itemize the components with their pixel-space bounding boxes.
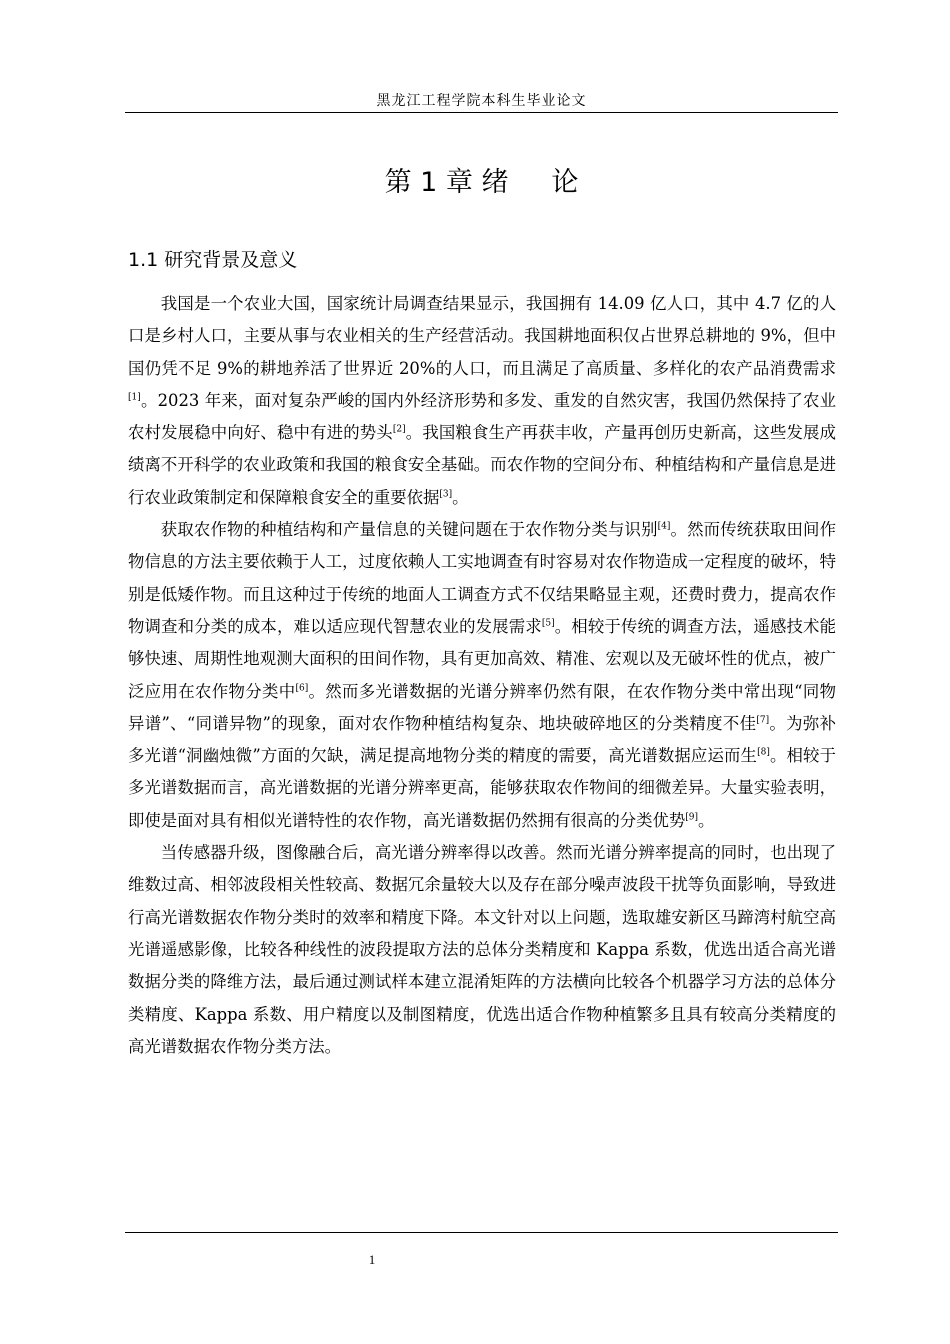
paragraph-2 — [128, 514, 836, 837]
citation: [6] — [295, 683, 309, 694]
citation: [7] — [756, 715, 770, 726]
body-text — [128, 288, 836, 1063]
text-segment: 。然而传统获取田间作物信息的方法主要依赖于人工，过度依赖人工实地调查有时容易对农作物造成一定程度的破坏，特别是低矮作物。而且这种过于传统的地面人工调查方式不仅结果略显主观，还费时费力，提高农作物调查和分类的成本，难以适应现代智慧农业的发展需求 — [128, 520, 837, 636]
text-segment: 我国是一个农业大国，国家统计局调查结果显示，我国拥有 14.09 亿人口，其中 4.7 亿的人口是乡村人口，主要从事与农业相关的生产经营活动。我国耕地面积仅占世界总耕地的 9%，但中国仍凭不足 9%的耕地养活了世界近 20%的人口，而且满足了高质量、多样化的农产品消费需求 — [128, 294, 836, 378]
citation: [5] — [541, 618, 555, 629]
text-segment: 。相较于传统的调查方法，遥感技术能够快速、周期性地观测大面积的田间作物，具有更加高效、精准、宏观以及无破坏性的优点，被广泛应用在农作物分类中 — [128, 616, 837, 701]
text-segment: 当传感器升级，图像融合后，高光谱分辨率得以改善。然而光谱分辨率提高的同时，也出现了维数过高、相邻波段相关性较高、数据冗余量较大以及存在部分噪声波段干扰等负面影响，导致进行高光谱数据农作物分类时的效率和精度下降。本文针对以上问题，选取雄安新区马蹄湾村航空高光谱遥感影像，比较各种线性的波段提取方法的总体分类精度和 Kappa 系数，优选出适合高光谱数据分类的降维方法，最后通过测试样本建立混淆矩阵的方法横向比较各个机器学习方法的总体分类精度、Kappa 系数、用户精度以及制图精度，优选出适合作物种植繁多且具有较高分类精度的高光谱数据农作物分类方法。 — [128, 843, 836, 1056]
footer-rule — [125, 1232, 838, 1233]
paragraph-1 — [128, 288, 836, 514]
page-number: 1 — [368, 1252, 376, 1267]
text-segment: 。2023 年来，面对复杂严峻的国内外经济形势和多发、重发的自然灾害，我国仍然保持了农业农村发展稳中向好、稳中有进的势头 — [128, 390, 836, 443]
text-segment: 。相较于多光谱数据而言，高光谱数据的光谱分辨率更高，能够获取农作物间的细微差异。大量实验表明，即使是面对具有相似光谱特性的农作物，高光谱数据仍然拥有很高的分类优势 — [128, 746, 836, 830]
running-header: 黑龙江工程学院本科生毕业论文 — [376, 93, 587, 109]
citation: [9] — [685, 812, 699, 823]
chapter-title: 第 1 章 绪 论 — [384, 167, 579, 198]
header-rule — [125, 112, 838, 113]
text-segment: 。我国粮食生产再获丰收，产量再创历史新高，这些发展成绩离不开科学的农业政策和我国的粮食安全基础。而农作物的空间分布、种植结构和产量信息是进行农业政策制定和保障粮食安全的重要依据 — [128, 423, 837, 507]
citation: [2] — [392, 424, 406, 435]
citation: [1] — [128, 392, 141, 403]
text-segment: 获取农作物的种植结构和产量信息的关键问题在于农作物分类与识别 — [160, 520, 658, 540]
citation: [4] — [657, 521, 671, 532]
text-segment: 。 — [452, 487, 469, 507]
text-segment: 。然而多光谱数据的光谱分辨率仍然有限，在农作物分类中常出现“同物异谱”、“同谱异物”的现象，面对农作物种植结构复杂、地块破碎地区的分类精度不佳 — [128, 681, 836, 733]
citation: [8] — [757, 747, 770, 758]
text-segment: 。 — [698, 810, 715, 830]
citation: [3] — [439, 489, 453, 500]
text-segment: 。为弥补多光谱“洞幽烛微”方面的欠缺，满足提高地物分类的精度的需要，高光谱数据应运而生 — [128, 713, 837, 766]
paragraph-3 — [128, 837, 836, 1063]
section-heading: 1.1 研究背景及意义 — [128, 249, 298, 271]
